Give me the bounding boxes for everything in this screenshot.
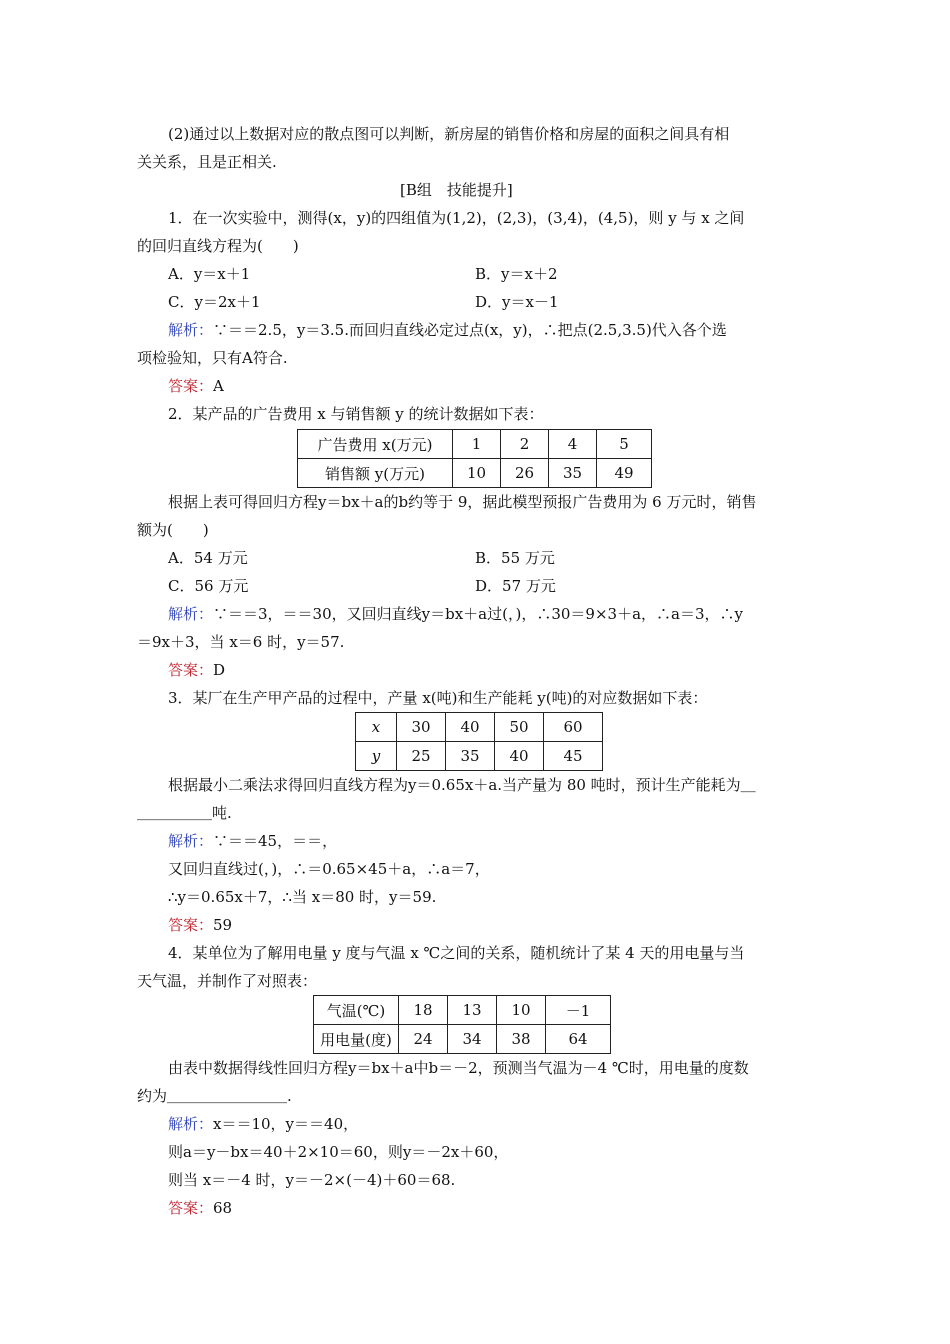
table-cell: 销售额 y(万元)	[298, 459, 453, 488]
table-cell: 38	[497, 1025, 546, 1054]
q2-option-a: A．54 万元	[168, 549, 248, 567]
table-cell: 气温(℃)	[314, 996, 399, 1025]
table-cell: 34	[448, 1025, 497, 1054]
table-cell: 35	[549, 459, 597, 488]
table-row	[356, 742, 603, 771]
q2-after-line-2: 额为( )	[137, 521, 209, 539]
q2-option-d: D．57 万元	[475, 577, 556, 595]
table-cell: 10	[453, 459, 501, 488]
q4-after-line-1: 由表中数据得线性回归方程y＝bx＋a中b＝－2，预测当气温为－4 ℃时，用电量的度数	[168, 1059, 749, 1077]
table-cell: 40	[495, 742, 544, 771]
table-cell: 30	[397, 713, 446, 742]
q2-after-line-1: 根据上表可得回归方程y＝bx＋a的b约等于 9，据此模型预报广告费用为 6 万元时，销售	[168, 493, 757, 511]
table-row	[314, 1025, 611, 1054]
table-cell: 49	[597, 459, 652, 488]
answer-value: A	[213, 377, 224, 395]
table-cell: 50	[495, 713, 544, 742]
table-row	[314, 996, 611, 1025]
q1-option-a: A．y＝x＋1	[168, 265, 251, 283]
q1-line-1: 1．在一次实验中，测得(x，y)的四组值为(1,2)，(2,3)，(3,4)，(4,5)，则 y 与 x 之间	[168, 209, 745, 227]
q3-after-line-1: 根据最小二乘法求得回归直线方程为y＝0.65x＋a.当产量为 80 吨时，预计生产能耗为＿	[168, 776, 756, 794]
q2-table	[297, 429, 652, 488]
q3-line-1: 3．某厂在生产甲产品的过程中，产量 x(吨)和生产能耗 y(吨)的对应数据如下表：	[168, 689, 708, 707]
q1-analysis-line-1	[168, 320, 727, 340]
q2-analysis-line-2: ＝9x＋3，当 x＝6 时，y＝57.	[137, 633, 345, 651]
answer-label: 答案：	[168, 916, 214, 934]
q4-analysis-line-3: 则当 x＝－4 时，y＝－2×(－4)＋60＝68.	[168, 1171, 456, 1189]
analysis-text: x＝＝10，y＝＝40，	[213, 1115, 359, 1133]
q1-option-c: C．y＝2x＋1	[168, 293, 261, 311]
q3-after-line-2: ＿＿＿＿＿吨.	[137, 804, 232, 822]
q3-analysis-line-1	[168, 831, 337, 851]
q4-table	[313, 995, 611, 1054]
analysis-text: ∵＝＝3，＝＝30，又回归直线y＝bx＋a过(，)，∴30＝9×3＋a，∴a＝3，∴y	[213, 605, 743, 623]
analysis-label: 解析：	[168, 321, 214, 339]
analysis-label: 解析：	[168, 1115, 214, 1133]
q1-option-b: B．y＝x＋2	[475, 265, 558, 283]
table-cell: 1	[453, 430, 501, 459]
q4-after-line-2: 约为＿＿＿＿＿＿＿＿.	[137, 1087, 292, 1105]
answer-value: 68	[213, 1199, 233, 1217]
q3-analysis-line-3: ∴y＝0.65x＋7，∴当 x＝80 时，y＝59.	[168, 888, 437, 906]
table-cell: 4	[549, 430, 597, 459]
table-cell: y	[356, 742, 397, 771]
table-cell: 广告费用 x(万元)	[298, 430, 453, 459]
table-cell: x	[356, 713, 397, 742]
table-cell: 2	[501, 430, 549, 459]
table-cell: 13	[448, 996, 497, 1025]
q3-answer	[168, 915, 232, 935]
table-row	[298, 430, 652, 459]
q1-option-d: D．y＝x－1	[475, 293, 559, 311]
table-cell: 5	[597, 430, 652, 459]
q2-line-1: 2．某产品的广告费用 x 与销售额 y 的统计数据如下表：	[168, 405, 544, 423]
table-cell: －1	[546, 996, 611, 1025]
answer-label: 答案：	[168, 377, 214, 395]
answer-label: 答案：	[168, 661, 214, 679]
q4-answer	[168, 1198, 232, 1218]
q4-line-2: 天气温，并制作了对照表：	[137, 972, 318, 990]
table-cell: 18	[399, 996, 448, 1025]
table-row	[298, 459, 652, 488]
table-cell: 40	[446, 713, 495, 742]
q3-analysis-line-2: 又回归直线过(，)，∴＝0.65×45＋a，∴a＝7，	[168, 860, 490, 878]
q4-analysis-line-1	[168, 1114, 358, 1134]
table-row	[356, 713, 603, 742]
q2-option-c: C．56 万元	[168, 577, 249, 595]
q2-analysis-line-1	[168, 604, 743, 624]
q1-line-2: 的回归直线方程为( )	[137, 237, 299, 255]
q1-answer	[168, 376, 224, 396]
q3-table	[355, 712, 603, 771]
table-cell: 35	[446, 742, 495, 771]
answer-label: 答案：	[168, 1199, 214, 1217]
q4-line-1: 4．某单位为了解用电量 y 度与气温 x ℃之间的关系，随机统计了某 4 天的用电量与当	[168, 944, 745, 962]
analysis-text: ∵＝＝45，＝＝，	[213, 832, 338, 850]
intro-line-2: 关关系，且是正相关.	[137, 153, 277, 171]
table-cell: 24	[399, 1025, 448, 1054]
table-cell: 45	[544, 742, 603, 771]
analysis-text: ∵＝＝2.5，y＝3.5.而回归直线必定过点(x，y)，∴把点(2.5,3.5)代入各个选	[213, 321, 727, 339]
section-title: [B组 技能提升]	[400, 181, 513, 199]
q1-analysis-line-2: 项检验知，只有A符合.	[137, 349, 288, 367]
analysis-label: 解析：	[168, 605, 214, 623]
table-cell: 25	[397, 742, 446, 771]
q4-analysis-line-2: 则a＝y－bx＝40＋2×10＝60，则y＝－2x＋60，	[168, 1143, 509, 1161]
q2-answer	[168, 660, 225, 680]
analysis-label: 解析：	[168, 832, 214, 850]
table-cell: 10	[497, 996, 546, 1025]
table-cell: 60	[544, 713, 603, 742]
table-cell: 26	[501, 459, 549, 488]
answer-value: 59	[213, 916, 233, 934]
q2-option-b: B．55 万元	[475, 549, 555, 567]
answer-value: D	[213, 661, 226, 679]
table-cell: 用电量(度)	[314, 1025, 399, 1054]
table-cell: 64	[546, 1025, 611, 1054]
intro-line-1: (2)通过以上数据对应的散点图可以判断，新房屋的销售价格和房屋的面积之间具有相	[168, 125, 730, 143]
